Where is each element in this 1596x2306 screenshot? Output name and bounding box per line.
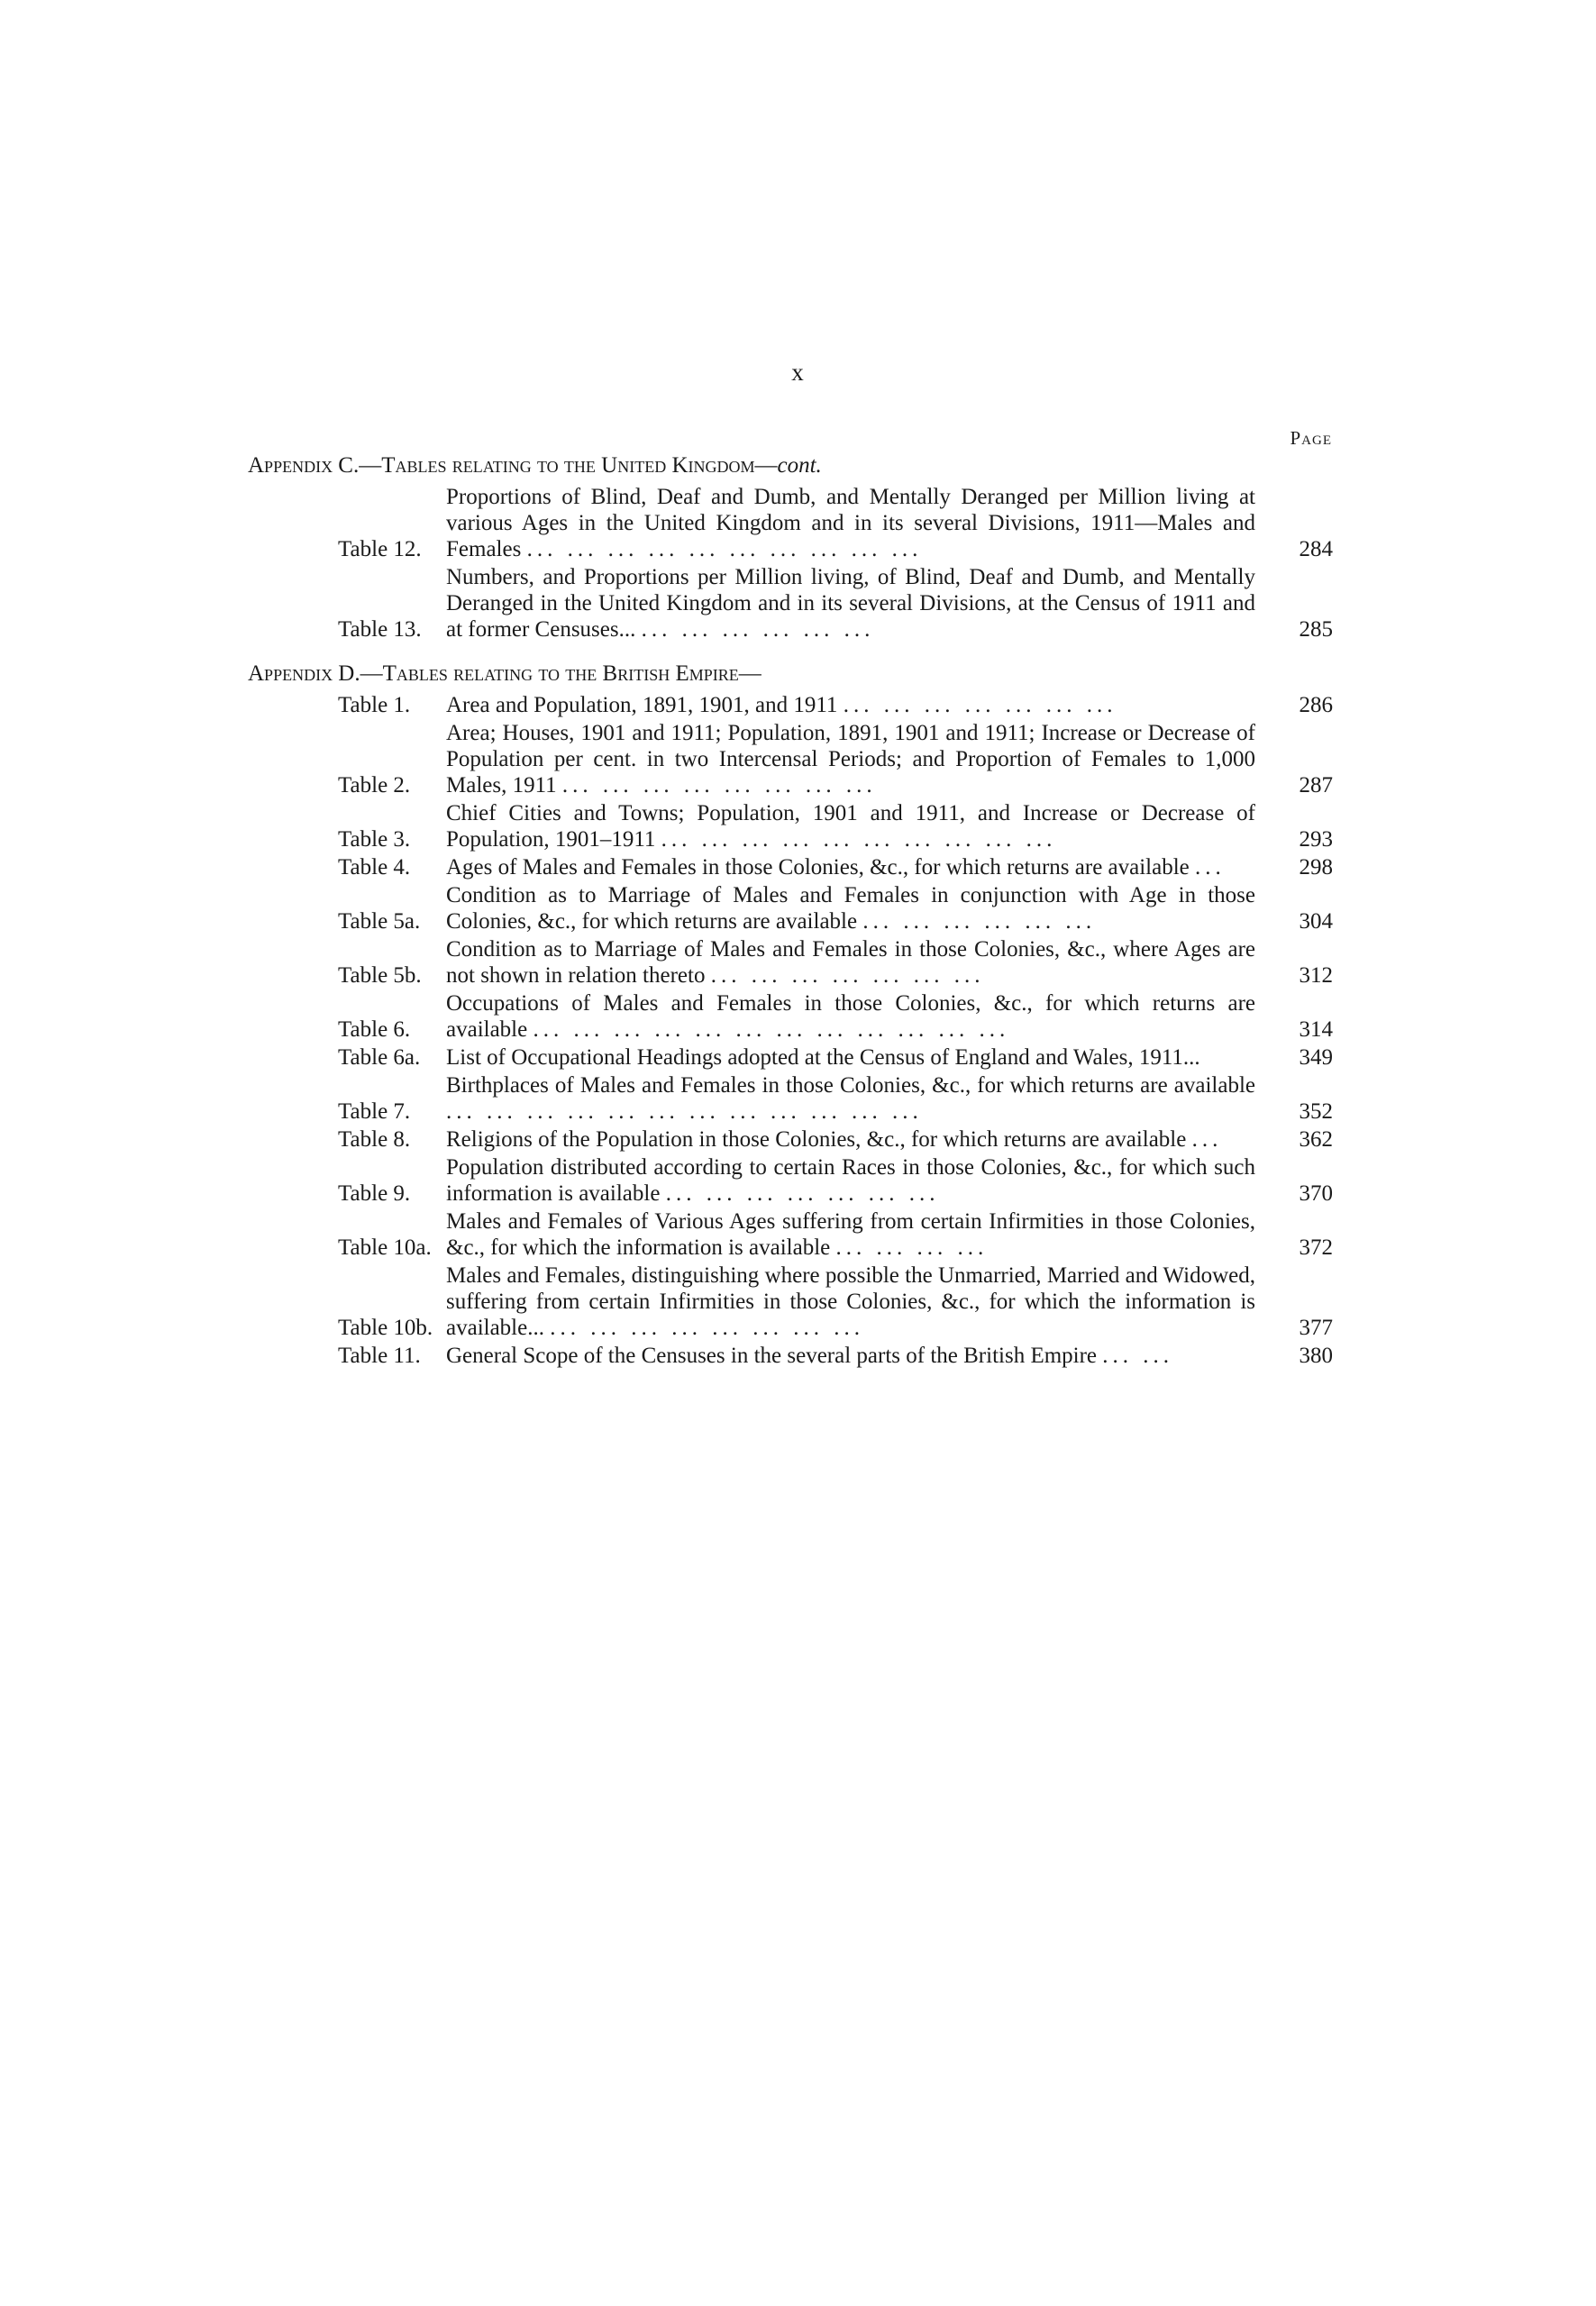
appendix-heading: [248, 452, 1333, 479]
page-reference: 285: [1299, 617, 1333, 642]
appendix-d-section: [248, 661, 1333, 1369]
table-description: Religions of the Population in those Colonies, &c., for which returns are available ...: [446, 1127, 1223, 1152]
table-label: Table 13.: [338, 617, 422, 642]
toc-entry: [248, 936, 1333, 989]
toc-entry: [248, 854, 1333, 880]
table-description: Occupations of Males and Females in those Colonies, &c., for which returns are available ... ... ... ... ... ... ... ... ... ... ... ...: [446, 991, 1255, 1042]
page-reference: 314: [1299, 1017, 1333, 1042]
page-column-label: Page: [1290, 427, 1332, 449]
toc-entry: [248, 1154, 1333, 1207]
table-label: Table 7.: [338, 1099, 411, 1124]
page-reference: 380: [1299, 1344, 1333, 1368]
table-description: General Scope of the Censuses in the several parts of the British Empire ... ...: [446, 1344, 1174, 1368]
page-number: x: [791, 359, 805, 386]
page-reference: 349: [1299, 1045, 1333, 1070]
table-label: Table 6a.: [338, 1045, 421, 1070]
table-label: Table 9.: [338, 1181, 411, 1206]
page-reference: 370: [1299, 1181, 1333, 1206]
page-reference: 298: [1299, 855, 1333, 880]
table-description: Ages of Males and Females in those Colonies, &c., for which returns are available ...: [446, 855, 1226, 880]
toc-entry: [248, 990, 1333, 1043]
table-description: Condition as to Marriage of Males and Females in those Colonies, &c., where Ages are not shown in relation thereto ... ... ... ... ... ... ...: [446, 937, 1255, 988]
toc-entry: [248, 1126, 1333, 1153]
table-label: Table 10b.: [338, 1316, 433, 1340]
table-description: Numbers, and Proportions per Million living, of Blind, Deaf and Dumb, and Mentally Deranged in the United Kingdom and in its several Divisions, at the Census of 1911 and at former Censuses... ... ... ... ... ... ...: [446, 565, 1255, 642]
page-reference: 377: [1299, 1316, 1333, 1340]
page-reference: 293: [1299, 827, 1333, 852]
table-label: Table 2.: [338, 773, 411, 798]
table-label: Table 5b.: [338, 963, 422, 988]
table-description: List of Occupational Headings adopted at the Census of England and Wales, 1911...: [446, 1045, 1200, 1070]
appendix-c-section: [248, 452, 1333, 643]
page-reference: 284: [1299, 537, 1333, 561]
toc-entry: [248, 564, 1333, 643]
toc-entry: [248, 882, 1333, 934]
toc-entry: [248, 1208, 1333, 1261]
table-label: Table 8.: [338, 1127, 411, 1152]
page-reference: 286: [1299, 693, 1333, 717]
table-label: Table 1.: [338, 693, 411, 717]
table-label: Table 5a.: [338, 909, 421, 934]
table-description: Proportions of Blind, Deaf and Dumb, and Mentally Deranged per Million living at various Ages in the United Kingdom and in its several Divisions, 1911—Males and Females ... ... ... ... ... ... ... ... ... ...: [446, 485, 1255, 561]
table-description: Birthplaces of Males and Females in those Colonies, &c., for which returns are available ... ... ... ... ... ... ... ... ... ... ... ...: [446, 1073, 1255, 1124]
toc-entry: [248, 1262, 1333, 1341]
page-reference: 304: [1299, 909, 1333, 934]
toc-entry: [248, 800, 1333, 852]
toc-entry: [248, 1072, 1333, 1125]
table-label: Table 6.: [338, 1017, 411, 1042]
table-description: Males and Females of Various Ages suffering from certain Infirmities in those Colonies, &c., for which the information is available ... ... ... ...: [446, 1209, 1255, 1260]
table-description: Males and Females, distinguishing where possible the Unmarried, Married and Widowed, suffering from certain Infirmities in those Colonies, &c., for which the information is available... ... ... ... ... ... ... ... ...: [446, 1263, 1255, 1340]
table-label: Table 11.: [338, 1344, 421, 1368]
table-description: Population distributed according to certain Races in those Colonies, &c., for which such information is available ... ... ... ... ... ... ...: [446, 1155, 1255, 1206]
table-of-contents: [248, 452, 1333, 1387]
table-label: Table 12.: [338, 537, 422, 561]
table-label: Table 10a.: [338, 1235, 432, 1260]
page-reference: 362: [1299, 1127, 1333, 1152]
toc-entry: [248, 720, 1333, 798]
table-description: Area and Population, 1891, 1901, and 1911 ... ... ... ... ... ... ...: [446, 693, 1117, 717]
page-reference: 352: [1299, 1099, 1333, 1124]
appendix-heading-text: Appendix C.—Tables relating to the United Kingdom—: [248, 453, 778, 478]
table-description: Condition as to Marriage of Males and Females in conjunction with Age in those Colonies, &c., for which returns are available ... ... ... ... ... ...: [446, 883, 1255, 934]
page-reference: 312: [1299, 963, 1333, 988]
toc-entry: [248, 692, 1333, 718]
page-reference: 372: [1299, 1235, 1333, 1260]
page-reference: 287: [1299, 773, 1333, 798]
appendix-heading-suffix: cont.: [777, 453, 822, 478]
toc-entry: [248, 1044, 1333, 1071]
appendix-heading: [248, 661, 1333, 687]
table-label: Table 4.: [338, 855, 411, 880]
table-description: Chief Cities and Towns; Population, 1901 and 1911, and Increase or Decrease of Population, 1901–1911 ... ... ... ... ... ... ... ... ... ...: [446, 801, 1255, 852]
toc-entry: [248, 1343, 1333, 1369]
appendix-heading-text: Appendix D.—Tables relating to the British Empire—: [248, 661, 762, 686]
toc-entry: [248, 484, 1333, 562]
table-label: Table 3.: [338, 827, 411, 852]
table-description: Area; Houses, 1901 and 1911; Population, 1891, 1901 and 1911; Increase or Decrease of Population per cent. in two Intercensal Periods; and Proportion of Females to 1,000 Males, 1911 ... ... ... ... ... ... ... ...: [446, 721, 1255, 798]
